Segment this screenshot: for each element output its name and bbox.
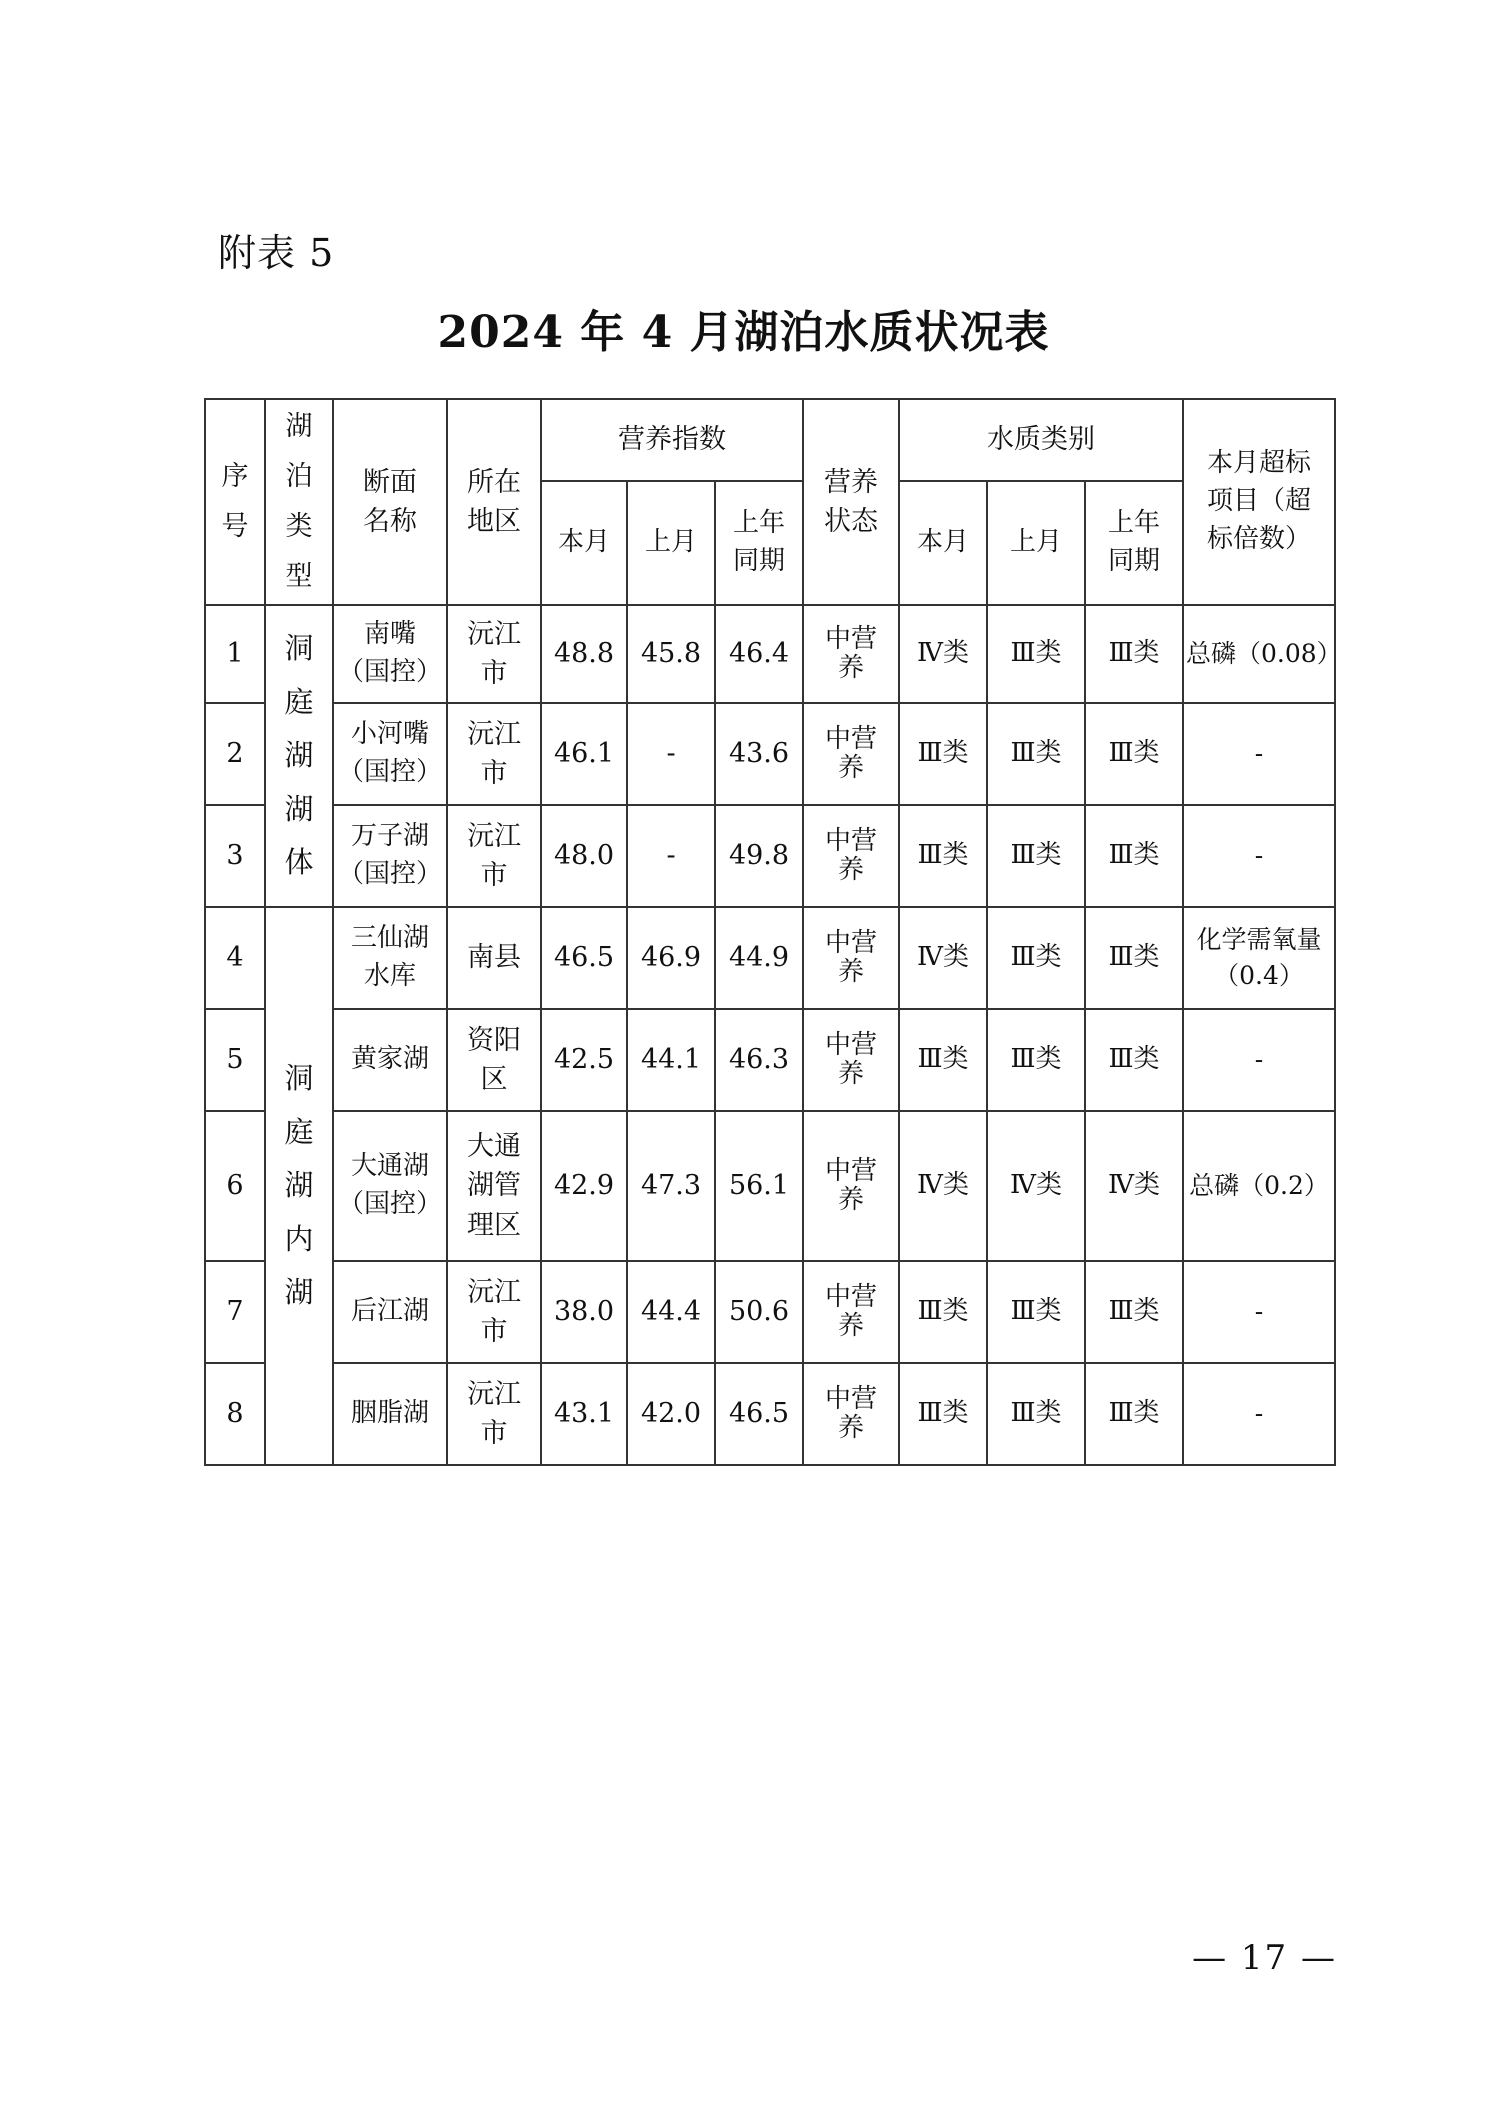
excess-cell: -: [1183, 1363, 1335, 1465]
seq-cell: 1: [205, 605, 265, 703]
table-row: [205, 1363, 1335, 1465]
region-cell: 资阳 区: [447, 1009, 541, 1111]
seq-cell: 6: [205, 1111, 265, 1261]
header-excess: 本月超标 项目（超 标倍数）: [1183, 399, 1335, 605]
ti-last-month-cell: 46.9: [627, 907, 715, 1009]
ti-last-month-cell: -: [627, 703, 715, 805]
wc-last-year-cell: Ⅲ类: [1085, 1261, 1183, 1363]
seq-cell: 4: [205, 907, 265, 1009]
wc-this-month-cell: Ⅲ类: [899, 1363, 987, 1465]
trophic-state-cell: 中营 养: [803, 1261, 899, 1363]
table-row: [205, 703, 1335, 805]
region-cell: 南县: [447, 907, 541, 1009]
excess-cell: -: [1183, 1261, 1335, 1363]
ti-last-year-cell: 43.6: [715, 703, 803, 805]
trophic-state-cell: 中营 养: [803, 1363, 899, 1465]
ti-this-month-cell: 48.8: [541, 605, 627, 703]
region-cell: 沅江 市: [447, 1261, 541, 1363]
wc-last-month-cell: Ⅲ类: [987, 805, 1085, 907]
region-cell: 大通 湖管 理区: [447, 1111, 541, 1261]
ti-last-year-cell: 50.6: [715, 1261, 803, 1363]
wc-last-month-cell: Ⅲ类: [987, 907, 1085, 1009]
wc-last-year-cell: Ⅲ类: [1085, 1009, 1183, 1111]
table-row: [205, 1261, 1335, 1363]
header-wc-last-month: 上月: [987, 481, 1085, 605]
header-ti-last-year: 上年 同期: [715, 481, 803, 605]
region-cell: 沅江 市: [447, 703, 541, 805]
section-name-cell: 后江湖: [333, 1261, 447, 1363]
seq-cell: 7: [205, 1261, 265, 1363]
ti-last-month-cell: 45.8: [627, 605, 715, 703]
trophic-state-cell: 中营 养: [803, 907, 899, 1009]
section-name-cell: 大通湖 （国控）: [333, 1111, 447, 1261]
seq-cell: 5: [205, 1009, 265, 1111]
ti-last-month-cell: 47.3: [627, 1111, 715, 1261]
lake-type-cell: 洞庭湖湖体: [265, 605, 333, 907]
region-cell: 沅江 市: [447, 805, 541, 907]
wc-last-year-cell: Ⅳ类: [1085, 1111, 1183, 1261]
header-row-1: [205, 399, 1335, 481]
region-cell: 沅江 市: [447, 1363, 541, 1465]
header-region: 所在 地区: [447, 399, 541, 605]
ti-this-month-cell: 42.5: [541, 1009, 627, 1111]
ti-this-month-cell: 46.1: [541, 703, 627, 805]
wc-last-month-cell: Ⅲ类: [987, 1009, 1085, 1111]
ti-this-month-cell: 38.0: [541, 1261, 627, 1363]
wc-last-month-cell: Ⅲ类: [987, 703, 1085, 805]
trophic-state-cell: 中营 养: [803, 1111, 899, 1261]
trophic-state-cell: 中营 养: [803, 605, 899, 703]
table-row: [205, 1009, 1335, 1111]
section-name-cell: 小河嘴 （国控）: [333, 703, 447, 805]
table-row: [205, 907, 1335, 1009]
header-wc-this-month: 本月: [899, 481, 987, 605]
water-quality-table: [204, 398, 1342, 1466]
ti-last-year-cell: 56.1: [715, 1111, 803, 1261]
wc-this-month-cell: Ⅳ类: [899, 907, 987, 1009]
excess-cell: 总磷（0.08）: [1183, 605, 1335, 703]
excess-cell: -: [1183, 805, 1335, 907]
section-name-cell: 黄家湖: [333, 1009, 447, 1111]
wc-last-month-cell: Ⅲ类: [987, 1363, 1085, 1465]
ti-last-month-cell: 44.1: [627, 1009, 715, 1111]
excess-cell: -: [1183, 703, 1335, 805]
wc-this-month-cell: Ⅳ类: [899, 605, 987, 703]
section-name-cell: 三仙湖 水库: [333, 907, 447, 1009]
trophic-state-cell: 中营 养: [803, 805, 899, 907]
table-row: [205, 605, 1335, 703]
ti-last-year-cell: 46.4: [715, 605, 803, 703]
excess-cell: -: [1183, 1009, 1335, 1111]
ti-last-month-cell: 42.0: [627, 1363, 715, 1465]
wc-last-month-cell: Ⅳ类: [987, 1111, 1085, 1261]
seq-cell: 8: [205, 1363, 265, 1465]
table-row: [205, 805, 1335, 907]
wc-last-month-cell: Ⅲ类: [987, 1261, 1085, 1363]
wc-last-year-cell: Ⅲ类: [1085, 805, 1183, 907]
ti-last-month-cell: 44.4: [627, 1261, 715, 1363]
excess-cell: 化学需氧量 （0.4）: [1183, 907, 1335, 1009]
ti-last-year-cell: 46.5: [715, 1363, 803, 1465]
section-name-cell: 南嘴 （国控）: [333, 605, 447, 703]
page-number: — 17 —: [1192, 1938, 1337, 1978]
ti-this-month-cell: 48.0: [541, 805, 627, 907]
ti-last-year-cell: 49.8: [715, 805, 803, 907]
header-lake-type: 湖泊类型: [265, 399, 333, 605]
wc-this-month-cell: Ⅲ类: [899, 805, 987, 907]
wc-this-month-cell: Ⅳ类: [899, 1111, 987, 1261]
header-wc-last-year: 上年 同期: [1085, 481, 1183, 605]
ti-this-month-cell: 43.1: [541, 1363, 627, 1465]
seq-cell: 2: [205, 703, 265, 805]
header-ti-last-month: 上月: [627, 481, 715, 605]
excess-cell: 总磷（0.2）: [1183, 1111, 1335, 1261]
wc-last-year-cell: Ⅲ类: [1085, 1363, 1183, 1465]
section-name-cell: 胭脂湖: [333, 1363, 447, 1465]
header-section-name: 断面 名称: [333, 399, 447, 605]
ti-last-month-cell: -: [627, 805, 715, 907]
wc-this-month-cell: Ⅲ类: [899, 703, 987, 805]
ti-this-month-cell: 46.5: [541, 907, 627, 1009]
header-trophic-index: 营养指数: [541, 399, 803, 481]
header-trophic-state: 营养 状态: [803, 399, 899, 605]
lake-type-cell: 洞庭湖内湖: [265, 907, 333, 1465]
wc-last-year-cell: Ⅲ类: [1085, 605, 1183, 703]
ti-last-year-cell: 44.9: [715, 907, 803, 1009]
ti-this-month-cell: 42.9: [541, 1111, 627, 1261]
header-seq: 序号: [205, 399, 265, 605]
wc-last-month-cell: Ⅲ类: [987, 605, 1085, 703]
appendix-label: 附表 5: [218, 231, 335, 275]
header-water-class: 水质类别: [899, 399, 1183, 481]
document-title: 2024 年 4 月湖泊水质状况表: [437, 307, 1050, 358]
ti-last-year-cell: 46.3: [715, 1009, 803, 1111]
wc-this-month-cell: Ⅲ类: [899, 1009, 987, 1111]
header-ti-this-month: 本月: [541, 481, 627, 605]
table-row: [205, 1111, 1335, 1261]
wc-last-year-cell: Ⅲ类: [1085, 703, 1183, 805]
region-cell: 沅江 市: [447, 605, 541, 703]
section-name-cell: 万子湖 （国控）: [333, 805, 447, 907]
trophic-state-cell: 中营 养: [803, 1009, 899, 1111]
seq-cell: 3: [205, 805, 265, 907]
wc-last-year-cell: Ⅲ类: [1085, 907, 1183, 1009]
trophic-state-cell: 中营 养: [803, 703, 899, 805]
wc-this-month-cell: Ⅲ类: [899, 1261, 987, 1363]
